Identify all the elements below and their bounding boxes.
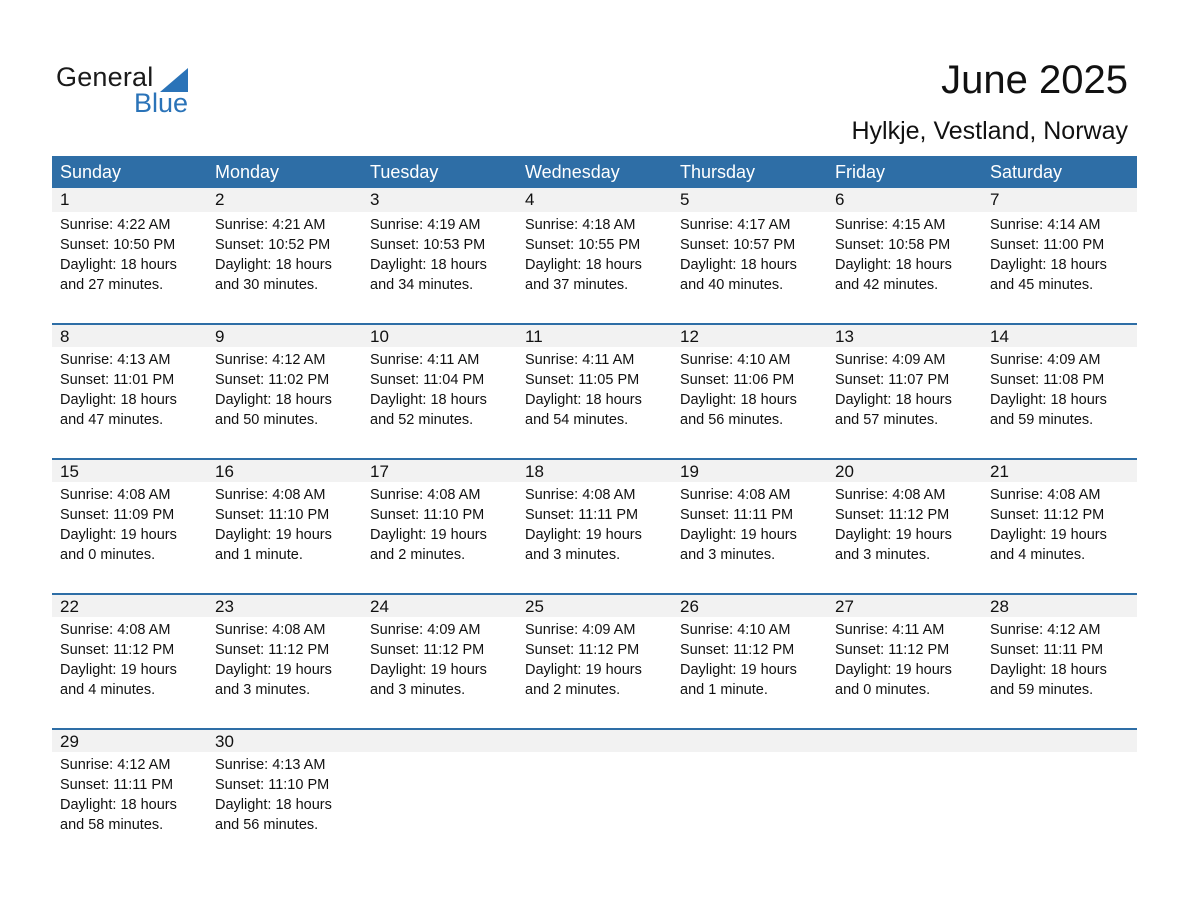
- day-minutes-text: and 3 minutes.: [680, 547, 776, 563]
- day-minutes-text: and 3 minutes.: [370, 682, 466, 698]
- logo-blue-text: Blue: [134, 88, 189, 118]
- week-row: [52, 323, 1137, 458]
- day-minutes-text: and 4 minutes.: [990, 547, 1086, 563]
- day-cell: [517, 347, 672, 430]
- day-number: 27: [835, 597, 854, 616]
- day-sunset-text: Sunset: 11:12 PM: [525, 642, 640, 658]
- week-date-strip: [52, 323, 1137, 347]
- week-row: [52, 593, 1137, 728]
- day-sunrise-text: Sunrise: 4:21 AM: [215, 217, 326, 233]
- day-cell: [362, 212, 517, 295]
- day-cell: [517, 752, 672, 835]
- day-sunset-text: Sunset: 10:53 PM: [370, 237, 486, 253]
- day-number: 14: [990, 327, 1009, 346]
- day-minutes-text: and 0 minutes.: [835, 682, 931, 698]
- day-sunrise-text: Sunrise: 4:09 AM: [990, 352, 1101, 368]
- day-number: 10: [370, 327, 389, 346]
- day-minutes-text: and 34 minutes.: [370, 277, 474, 293]
- day-daylight-text: Daylight: 18 hours: [60, 797, 177, 813]
- day-minutes-text: and 59 minutes.: [990, 412, 1094, 428]
- day-minutes-text: and 4 minutes.: [60, 682, 156, 698]
- day-number: 19: [680, 462, 699, 481]
- day-sunset-text: Sunset: 10:58 PM: [835, 237, 951, 253]
- day-number: 22: [60, 597, 79, 616]
- day-number: 1: [60, 190, 70, 209]
- day-sunset-text: Sunset: 11:01 PM: [60, 372, 175, 388]
- day-daylight-text: Daylight: 19 hours: [835, 662, 952, 678]
- day-minutes-text: and 27 minutes.: [60, 277, 164, 293]
- day-cell: [207, 347, 362, 430]
- day-sunrise-text: Sunrise: 4:15 AM: [835, 217, 946, 233]
- day-sunrise-text: Sunrise: 4:09 AM: [525, 622, 636, 638]
- day-sunrise-text: Sunrise: 4:09 AM: [370, 622, 481, 638]
- day-minutes-text: and 1 minute.: [215, 547, 303, 563]
- day-sunrise-text: Sunrise: 4:10 AM: [680, 352, 791, 368]
- day-cell: [827, 347, 982, 430]
- calendar-grid: [52, 156, 1137, 863]
- day-sunrise-text: Sunrise: 4:17 AM: [680, 217, 791, 233]
- day-number: 30: [215, 732, 234, 751]
- day-cell: [362, 752, 517, 835]
- day-minutes-text: and 45 minutes.: [990, 277, 1094, 293]
- day-sunset-text: Sunset: 11:11 PM: [525, 507, 639, 523]
- weekday-label: Sunday: [60, 162, 122, 182]
- day-minutes-text: and 2 minutes.: [370, 547, 466, 563]
- day-daylight-text: Daylight: 19 hours: [835, 527, 952, 543]
- day-sunset-text: Sunset: 11:07 PM: [835, 372, 950, 388]
- day-daylight-text: Daylight: 18 hours: [60, 392, 177, 408]
- day-daylight-text: Daylight: 19 hours: [215, 662, 332, 678]
- day-number: 9: [215, 327, 225, 346]
- day-cell: [672, 482, 827, 565]
- day-number: 8: [60, 327, 70, 346]
- day-cell: [207, 752, 362, 835]
- day-sunrise-text: Sunrise: 4:09 AM: [835, 352, 946, 368]
- day-number: 17: [370, 462, 389, 481]
- day-sunset-text: Sunset: 11:10 PM: [215, 777, 330, 793]
- day-daylight-text: Daylight: 18 hours: [370, 257, 487, 273]
- week-details: [52, 617, 1137, 700]
- day-daylight-text: Daylight: 18 hours: [680, 392, 797, 408]
- day-cell: [982, 482, 1137, 565]
- day-sunset-text: Sunset: 10:57 PM: [680, 237, 796, 253]
- day-daylight-text: Daylight: 19 hours: [370, 527, 487, 543]
- day-sunrise-text: Sunrise: 4:08 AM: [370, 487, 481, 503]
- day-sunrise-text: Sunrise: 4:12 AM: [990, 622, 1101, 638]
- weekday-label: Friday: [835, 162, 886, 182]
- day-sunset-text: Sunset: 10:52 PM: [215, 237, 331, 253]
- week-date-strip: [52, 458, 1137, 482]
- day-daylight-text: Daylight: 18 hours: [990, 662, 1107, 678]
- day-cell: [207, 482, 362, 565]
- day-number: 3: [370, 190, 380, 209]
- day-minutes-text: and 54 minutes.: [525, 412, 629, 428]
- day-cell: [827, 752, 982, 835]
- week-details: [52, 212, 1137, 295]
- day-cell: [672, 212, 827, 295]
- day-cell: [362, 482, 517, 565]
- day-minutes-text: and 59 minutes.: [990, 682, 1094, 698]
- day-number: [362, 730, 517, 752]
- day-number: 6: [835, 190, 845, 209]
- day-minutes-text: and 58 minutes.: [60, 817, 164, 833]
- day-sunrise-text: Sunrise: 4:08 AM: [215, 487, 326, 503]
- day-number: [827, 730, 982, 752]
- day-number: 7: [990, 190, 1000, 209]
- week-details: [52, 347, 1137, 430]
- day-sunrise-text: Sunrise: 4:08 AM: [60, 487, 171, 503]
- day-sunset-text: Sunset: 11:11 PM: [60, 777, 174, 793]
- day-number: [982, 730, 1137, 752]
- day-cell: [362, 347, 517, 430]
- day-daylight-text: Daylight: 18 hours: [60, 257, 177, 273]
- day-minutes-text: and 56 minutes.: [215, 817, 319, 833]
- day-number: 20: [835, 462, 854, 481]
- day-daylight-text: Daylight: 18 hours: [680, 257, 797, 273]
- day-cell: [982, 212, 1137, 295]
- day-minutes-text: and 42 minutes.: [835, 277, 939, 293]
- day-number: 16: [215, 462, 234, 481]
- weeks-container: [52, 188, 1137, 863]
- day-number: 26: [680, 597, 699, 616]
- logo-general-text: General: [56, 62, 154, 92]
- day-sunset-text: Sunset: 11:12 PM: [680, 642, 795, 658]
- week-date-strip: [52, 188, 1137, 212]
- week-row: [52, 728, 1137, 863]
- day-sunset-text: Sunset: 11:12 PM: [60, 642, 175, 658]
- week-date-strip: [52, 728, 1137, 752]
- weekday-label: Saturday: [990, 162, 1063, 182]
- day-sunrise-text: Sunrise: 4:13 AM: [60, 352, 171, 368]
- day-sunset-text: Sunset: 11:10 PM: [215, 507, 330, 523]
- day-sunrise-text: Sunrise: 4:08 AM: [60, 622, 171, 638]
- day-cell: [827, 212, 982, 295]
- day-sunset-text: Sunset: 11:12 PM: [835, 507, 950, 523]
- day-minutes-text: and 56 minutes.: [680, 412, 784, 428]
- day-cell: [517, 482, 672, 565]
- day-sunrise-text: Sunrise: 4:11 AM: [525, 352, 635, 368]
- day-number: 2: [215, 190, 225, 209]
- day-sunset-text: Sunset: 11:11 PM: [680, 507, 794, 523]
- day-cell: [207, 617, 362, 700]
- day-sunset-text: Sunset: 11:10 PM: [370, 507, 485, 523]
- day-daylight-text: Daylight: 19 hours: [680, 662, 797, 678]
- day-number: 28: [990, 597, 1009, 616]
- day-cell: [362, 617, 517, 700]
- weekday-label: Monday: [215, 162, 280, 182]
- day-daylight-text: Daylight: 18 hours: [990, 257, 1107, 273]
- week-details: [52, 752, 1137, 835]
- day-minutes-text: and 3 minutes.: [835, 547, 931, 563]
- day-sunset-text: Sunset: 10:50 PM: [60, 237, 176, 253]
- weekday-label: Thursday: [680, 162, 756, 182]
- day-sunset-text: Sunset: 11:05 PM: [525, 372, 640, 388]
- day-sunset-text: Sunset: 11:00 PM: [990, 237, 1105, 253]
- week-row: [52, 188, 1137, 323]
- day-sunrise-text: Sunrise: 4:12 AM: [215, 352, 326, 368]
- day-sunrise-text: Sunrise: 4:08 AM: [990, 487, 1101, 503]
- day-sunset-text: Sunset: 11:09 PM: [60, 507, 175, 523]
- day-cell: [207, 212, 362, 295]
- day-cell: [517, 617, 672, 700]
- generalblue-logo: [56, 62, 206, 122]
- day-sunrise-text: Sunrise: 4:14 AM: [990, 217, 1101, 233]
- page-title: June 2025: [941, 58, 1128, 102]
- week-date-strip: [52, 593, 1137, 617]
- week-details: [52, 482, 1137, 565]
- day-number: 11: [525, 327, 543, 346]
- day-number: [672, 730, 827, 752]
- day-sunset-text: Sunset: 11:04 PM: [370, 372, 485, 388]
- day-sunrise-text: Sunrise: 4:11 AM: [370, 352, 480, 368]
- day-minutes-text: and 50 minutes.: [215, 412, 319, 428]
- day-daylight-text: Daylight: 19 hours: [370, 662, 487, 678]
- day-cell: [52, 752, 207, 835]
- day-cell: [672, 617, 827, 700]
- day-sunrise-text: Sunrise: 4:22 AM: [60, 217, 171, 233]
- day-daylight-text: Daylight: 18 hours: [215, 257, 332, 273]
- day-minutes-text: and 1 minute.: [680, 682, 768, 698]
- weekday-label: Tuesday: [370, 162, 439, 182]
- day-daylight-text: Daylight: 18 hours: [215, 392, 332, 408]
- day-number: [517, 730, 672, 752]
- day-number: 13: [835, 327, 854, 346]
- day-number: 4: [525, 190, 535, 209]
- day-minutes-text: and 0 minutes.: [60, 547, 156, 563]
- day-cell: [827, 482, 982, 565]
- day-cell: [672, 347, 827, 430]
- day-daylight-text: Daylight: 19 hours: [680, 527, 797, 543]
- day-number: 15: [60, 462, 79, 481]
- day-sunset-text: Sunset: 11:06 PM: [680, 372, 795, 388]
- day-cell: [982, 617, 1137, 700]
- day-daylight-text: Daylight: 19 hours: [525, 662, 642, 678]
- day-sunset-text: Sunset: 11:02 PM: [215, 372, 330, 388]
- day-number: 25: [525, 597, 544, 616]
- day-minutes-text: and 47 minutes.: [60, 412, 164, 428]
- day-minutes-text: and 40 minutes.: [680, 277, 784, 293]
- day-daylight-text: Daylight: 18 hours: [525, 257, 642, 273]
- day-daylight-text: Daylight: 19 hours: [525, 527, 642, 543]
- day-number: 21: [990, 462, 1009, 481]
- day-cell: [517, 212, 672, 295]
- weekday-header: [52, 156, 1137, 188]
- day-sunrise-text: Sunrise: 4:08 AM: [215, 622, 326, 638]
- day-sunset-text: Sunset: 11:12 PM: [835, 642, 950, 658]
- day-sunrise-text: Sunrise: 4:08 AM: [525, 487, 636, 503]
- day-sunrise-text: Sunrise: 4:19 AM: [370, 217, 481, 233]
- day-daylight-text: Daylight: 18 hours: [835, 392, 952, 408]
- day-cell: [52, 347, 207, 430]
- day-sunrise-text: Sunrise: 4:10 AM: [680, 622, 791, 638]
- day-number: 18: [525, 462, 544, 481]
- location-subtitle: Hylkje, Vestland, Norway: [851, 117, 1128, 145]
- day-sunset-text: Sunset: 11:12 PM: [990, 507, 1105, 523]
- day-daylight-text: Daylight: 19 hours: [215, 527, 332, 543]
- day-sunrise-text: Sunrise: 4:18 AM: [525, 217, 636, 233]
- day-daylight-text: Daylight: 19 hours: [60, 527, 177, 543]
- day-daylight-text: Daylight: 18 hours: [215, 797, 332, 813]
- day-daylight-text: Daylight: 18 hours: [990, 392, 1107, 408]
- day-sunrise-text: Sunrise: 4:08 AM: [680, 487, 791, 503]
- day-sunset-text: Sunset: 11:08 PM: [990, 372, 1105, 388]
- day-number: 24: [370, 597, 389, 616]
- day-minutes-text: and 2 minutes.: [525, 682, 621, 698]
- day-sunrise-text: Sunrise: 4:11 AM: [835, 622, 945, 638]
- day-daylight-text: Daylight: 18 hours: [370, 392, 487, 408]
- day-cell: [52, 212, 207, 295]
- day-number: 5: [680, 190, 690, 209]
- day-sunset-text: Sunset: 10:55 PM: [525, 237, 641, 253]
- day-cell: [982, 752, 1137, 835]
- day-sunrise-text: Sunrise: 4:13 AM: [215, 757, 326, 773]
- day-sunset-text: Sunset: 11:12 PM: [215, 642, 330, 658]
- day-cell: [52, 617, 207, 700]
- day-minutes-text: and 52 minutes.: [370, 412, 474, 428]
- day-minutes-text: and 30 minutes.: [215, 277, 319, 293]
- day-sunset-text: Sunset: 11:11 PM: [990, 642, 1104, 658]
- day-minutes-text: and 57 minutes.: [835, 412, 939, 428]
- week-row: [52, 458, 1137, 593]
- day-sunset-text: Sunset: 11:12 PM: [370, 642, 485, 658]
- day-daylight-text: Daylight: 19 hours: [60, 662, 177, 678]
- day-daylight-text: Daylight: 18 hours: [525, 392, 642, 408]
- day-minutes-text: and 3 minutes.: [525, 547, 621, 563]
- weekday-label: Wednesday: [525, 162, 620, 182]
- day-number: 12: [680, 327, 699, 346]
- day-number: 23: [215, 597, 234, 616]
- day-daylight-text: Daylight: 18 hours: [835, 257, 952, 273]
- day-minutes-text: and 3 minutes.: [215, 682, 311, 698]
- day-cell: [827, 617, 982, 700]
- day-sunrise-text: Sunrise: 4:08 AM: [835, 487, 946, 503]
- day-minutes-text: and 37 minutes.: [525, 277, 629, 293]
- day-daylight-text: Daylight: 19 hours: [990, 527, 1107, 543]
- day-number: 29: [60, 732, 79, 751]
- day-cell: [672, 752, 827, 835]
- day-cell: [52, 482, 207, 565]
- day-cell: [982, 347, 1137, 430]
- day-sunrise-text: Sunrise: 4:12 AM: [60, 757, 171, 773]
